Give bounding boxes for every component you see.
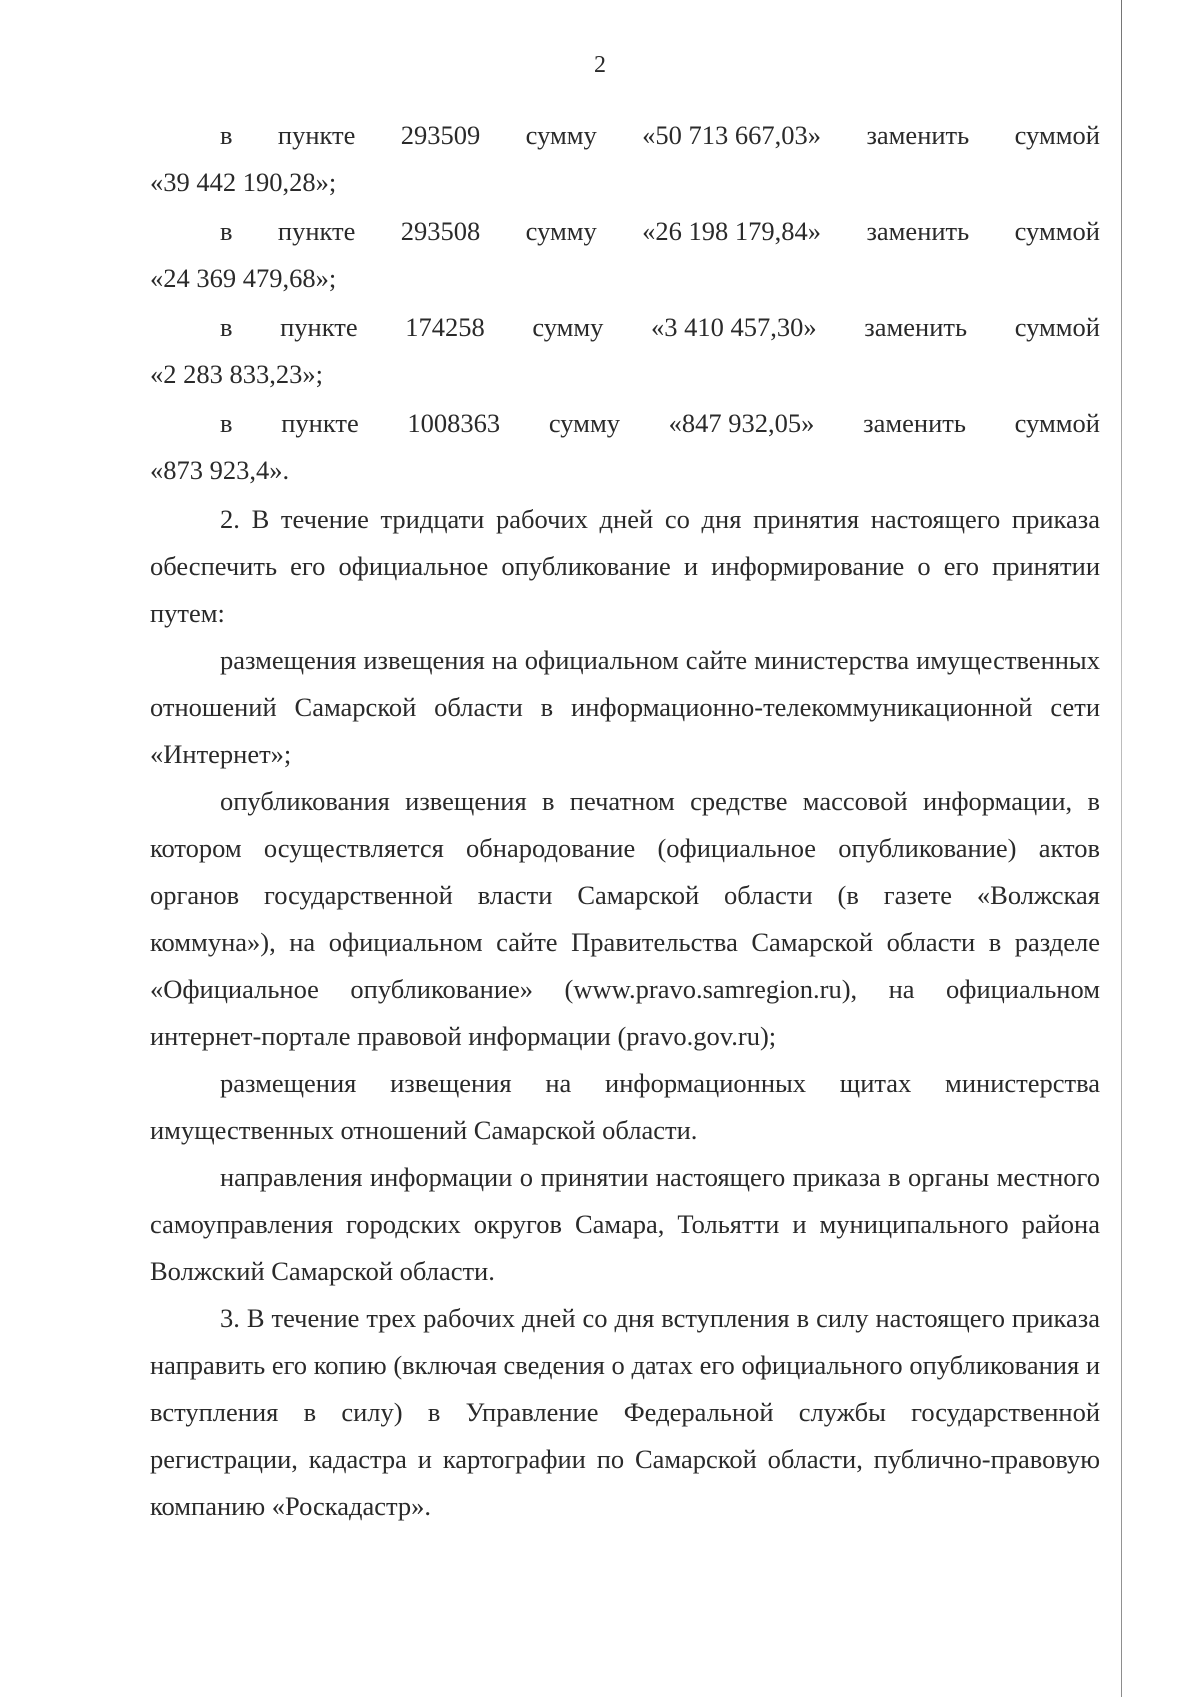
amendment-word-sum: сумму xyxy=(532,312,604,342)
amendment-new-sum: «2 283 833,23»; xyxy=(150,359,323,389)
amendment-point-number: 174258 xyxy=(405,312,485,342)
amendment-word-with: суммой xyxy=(1014,408,1100,438)
paragraph-print-media: опубликования извещения в печатном средстве массовой информации, в котором осуществляется обнародование (официальное опубликование) актов органов государственной власти Самарской области (в газете «Волжская коммуна»), на официальном сайте Правительства Самарской области в разделе «Официальное опубликование» (www.pravo.samregion.ru), на официальном интернет-портале правовой информации (pravo.gov.ru); xyxy=(150,786,1100,1051)
amendment-item xyxy=(150,400,1100,494)
document-body xyxy=(150,112,1100,1530)
paragraph-copy-submission: 3. В течение трех рабочих дней со дня вступления в силу настоящего приказа направить его копию (включая сведения о датах его официального опубликования и вступления в силу) в Управление Федеральной службы государственной регистрации, кадастра и картографии по Самарской области, публично-правовую компанию «Роскадастр». xyxy=(150,1303,1100,1521)
amendment-word-sum: сумму xyxy=(525,216,597,246)
page-number: 2 xyxy=(594,52,606,78)
amendment-word-point: пункте xyxy=(277,120,356,150)
amendment-prefix: в xyxy=(220,120,233,150)
amendment-line xyxy=(150,208,1100,255)
amendment-word-with: суммой xyxy=(1014,216,1100,246)
amendment-word-point: пункте xyxy=(281,408,359,438)
amendment-word-with: суммой xyxy=(1014,312,1100,342)
amendment-prefix: в xyxy=(220,312,233,342)
amendment-item xyxy=(150,304,1100,398)
amendment-point-number: 1008363 xyxy=(407,408,501,438)
amendment-word-with: суммой xyxy=(1014,120,1100,150)
amendment-word-sum: сумму xyxy=(548,408,620,438)
amendment-old-sum: «26 198 179,84» xyxy=(642,216,822,246)
amendment-prefix: в xyxy=(220,216,233,246)
scan-edge-line xyxy=(1121,0,1122,1697)
amendment-line xyxy=(150,304,1100,351)
amendment-line xyxy=(150,112,1100,159)
amendment-word-point: пункте xyxy=(280,312,358,342)
amendment-old-sum: «50 713 667,03» xyxy=(642,120,822,150)
amendment-prefix: в xyxy=(220,408,233,438)
amendment-word-replace: заменить xyxy=(864,312,968,342)
amendment-word-sum: сумму xyxy=(525,120,597,150)
amendment-new-sum: «39 442 190,28»; xyxy=(150,167,337,197)
amendment-word-replace: заменить xyxy=(863,408,966,438)
amendment-new-sum: «24 369 479,68»; xyxy=(150,263,337,293)
amendment-item xyxy=(150,112,1100,206)
paragraph-info-boards: размещения извещения на информационных щитах министерства имущественных отношений Самарской области. xyxy=(150,1068,1100,1145)
amendment-point-number: 293509 xyxy=(400,120,481,150)
amendment-word-replace: заменить xyxy=(866,120,970,150)
amendment-new-sum: «873 923,4». xyxy=(150,455,290,485)
paragraph-local-government: направления информации о принятии настоящего приказа в органы местного самоуправления городских округов Самара, Тольятти и муниципального района Волжский Самарской области. xyxy=(150,1162,1100,1286)
amendment-old-sum: «3 410 457,30» xyxy=(651,312,817,342)
amendment-old-sum: «847 932,05» xyxy=(668,408,815,438)
amendment-word-point: пункте xyxy=(277,216,356,246)
amendment-item xyxy=(150,208,1100,302)
paragraph-website-notice: размещения извещения на официальном сайте министерства имущественных отношений Самарской области в информационно-телекоммуникационной сети «Интернет»; xyxy=(150,645,1100,769)
amendment-point-number: 293508 xyxy=(400,216,481,246)
amendment-word-replace: заменить xyxy=(866,216,970,246)
paragraph-publication-order: 2. В течение тридцати рабочих дней со дня принятия настоящего приказа обеспечить его официальное опубликование и информирование о его принятии путем: xyxy=(150,504,1100,628)
amendment-line xyxy=(150,400,1100,447)
